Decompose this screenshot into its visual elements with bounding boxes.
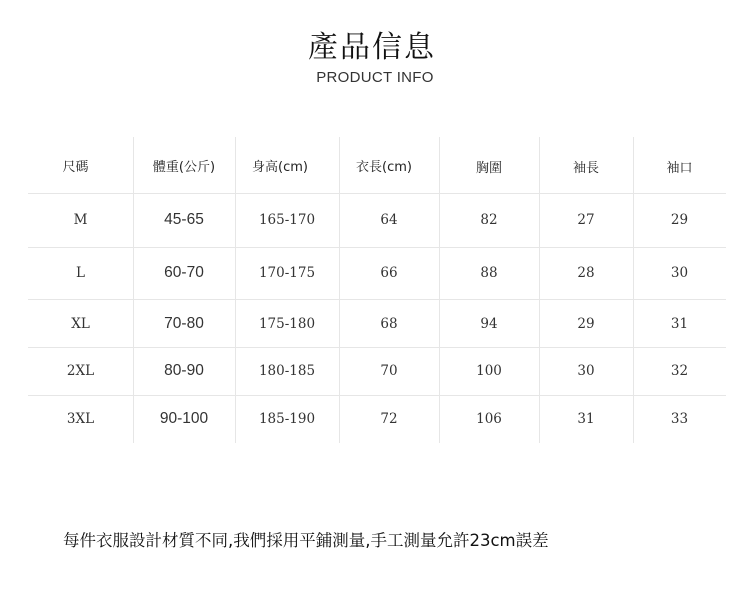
page-title: 產品信息 (308, 30, 436, 65)
length-cell: 64 (380, 212, 398, 228)
height-cell: 175-180 (258, 316, 316, 332)
cuff-cell: 30 (670, 265, 689, 281)
chest-cell: 106 (476, 411, 502, 427)
header-size: 尺碼 (62, 160, 89, 175)
row-divider (28, 247, 726, 248)
header-chest: 胸圍 (475, 161, 502, 176)
column-divider (235, 137, 236, 443)
chest-cell: 82 (480, 212, 498, 228)
length-cell: 70 (380, 363, 398, 379)
height-cell: 170-175 (258, 265, 316, 281)
sleeve-length-cell: 30 (577, 363, 595, 379)
length-cell: 72 (380, 411, 398, 427)
weight-cell: 60-70 (164, 264, 204, 281)
size-cell: 3XL (66, 411, 95, 427)
weight-cell: 80-90 (164, 362, 204, 379)
height-cell: 180-185 (258, 363, 316, 379)
weight-cell: 70-80 (164, 315, 204, 332)
row-divider (28, 299, 726, 300)
cuff-cell: 32 (670, 363, 689, 379)
size-cell: M (73, 212, 88, 228)
measurement-note: 每件衣服設計材質不同,我們採用平鋪測量,手工測量允許23cm誤差 (63, 531, 549, 550)
cuff-cell: 29 (670, 212, 689, 228)
column-divider (133, 137, 134, 443)
header-cuff: 袖口 (666, 161, 693, 176)
size-cell: 2XL (66, 363, 95, 379)
length-cell: 68 (380, 316, 398, 332)
chest-cell: 88 (480, 265, 498, 281)
row-divider (28, 193, 726, 194)
cuff-cell: 33 (670, 411, 689, 427)
cuff-cell: 31 (670, 316, 689, 332)
chest-cell: 100 (476, 363, 502, 379)
column-divider (339, 137, 340, 443)
page-subtitle: PRODUCT INFO (316, 69, 434, 86)
header-sleeve-length: 袖長 (572, 161, 599, 176)
row-divider (28, 347, 726, 348)
column-divider (439, 137, 440, 443)
header-weight: 體重(公斤) (152, 160, 216, 175)
size-table (28, 137, 726, 443)
column-divider (539, 137, 540, 443)
column-divider (633, 137, 634, 443)
height-cell: 165-170 (258, 212, 316, 228)
sleeve-length-cell: 28 (577, 265, 595, 281)
weight-cell: 45-65 (164, 211, 204, 228)
height-cell: 185-190 (258, 411, 316, 427)
size-cell: L (76, 265, 85, 281)
header-length: 衣長(cm) (356, 160, 412, 175)
weight-cell: 90-100 (159, 410, 209, 427)
size-cell: XL (71, 316, 90, 332)
row-divider (28, 395, 726, 396)
sleeve-length-cell: 29 (577, 316, 595, 332)
chest-cell: 94 (480, 316, 498, 332)
sleeve-length-cell: 31 (577, 411, 595, 427)
sleeve-length-cell: 27 (577, 212, 595, 228)
length-cell: 66 (380, 265, 398, 281)
header-height: 身高(cm) (252, 160, 308, 175)
